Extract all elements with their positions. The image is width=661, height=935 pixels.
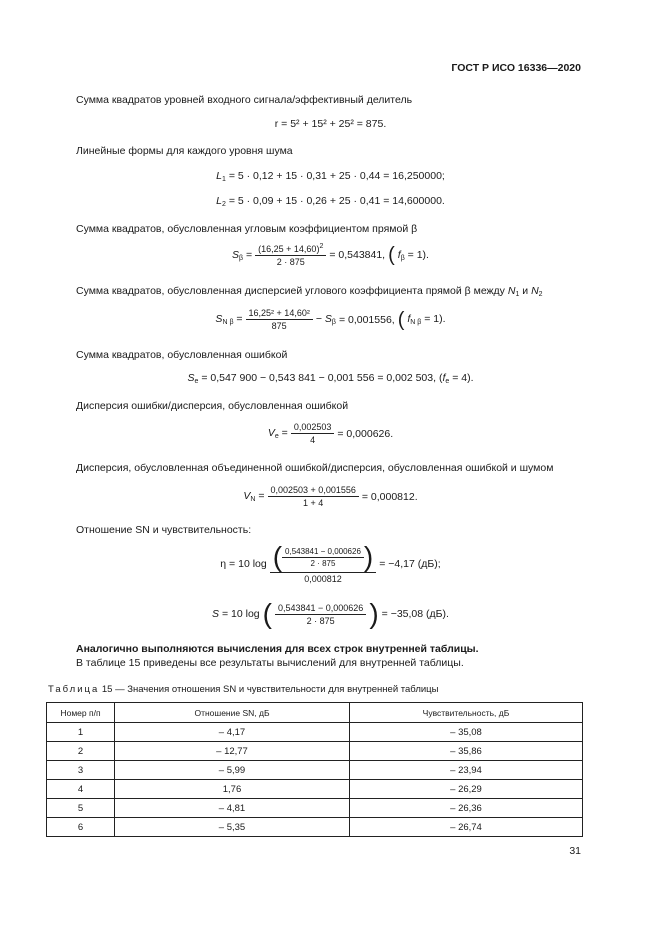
cell-sn: – 5,99 [115, 761, 350, 780]
section-title-ve: Дисперсия ошибки/дисперсия, обусловленная ошибкой [76, 400, 349, 412]
cell-sn: 1,76 [115, 780, 350, 799]
table-row [47, 799, 583, 818]
bold-statement: Аналогично выполняются вычисления для всех строк внутренней таблицы. [76, 643, 479, 655]
document-header: ГОСТ Р ИСО 16336—2020 [451, 62, 581, 74]
cell-number: 5 [47, 799, 115, 818]
table-row [47, 818, 583, 837]
table-row [47, 780, 583, 799]
results-table [46, 702, 583, 837]
fraction-ve: $\frac{0,002503}{4}$ [291, 422, 335, 445]
equation-r [0, 118, 661, 130]
section-title-sbeta: Сумма квадратов, обусловленная угловым коэффициентом прямой β [76, 223, 418, 235]
equation-l2: $L_2 = 5 \cdot 0,09 + 15 \cdot 0,26 + 25 \cdot 0,41 = 14,600000$. [216, 195, 445, 208]
equation-sbeta: $S_\beta$ = $\frac{(16,25 + 14,60)^2}{2 \cdot 875}$ = 0,543841, ( $f_\beta = 1$). [232, 243, 429, 267]
equation-l1-text: = 5 · 0,12 + 15 · 0,31 + 25 · 0,44 = 16,250000; [228, 170, 445, 182]
table-header-row [47, 703, 583, 723]
cell-sn: – 5,35 [115, 818, 350, 837]
cell-sensitivity: – 26,36 [350, 799, 583, 818]
equation-snbeta: $S_{N \beta}$ = $\frac{\text{16,25² + 14,60²}}{875}$ − $S_\beta$ = 0,001556, ( $f_{N \beta} = 1$). [215, 308, 446, 331]
cell-sensitivity: – 35,08 [350, 723, 583, 742]
cell-sn: – 12,77 [115, 742, 350, 761]
table-caption: Таблица 15 — Значения отношения SN и чувствительности для внутренней таблицы [48, 684, 439, 695]
equation-r-text: r = 5² + 15² + 25² = 875. [274, 118, 387, 130]
fraction-vn: $\frac{0,002503 + 0,001556}{1 + 4}$ [268, 485, 359, 508]
header-sn: Отношение SN, дБ [115, 703, 350, 723]
cell-number: 2 [47, 742, 115, 761]
cell-number: 1 [47, 723, 115, 742]
page-number: 31 [569, 845, 581, 857]
cell-sensitivity: – 26,74 [350, 818, 583, 837]
equation-s: S = 10 log ( $\frac{0,543841 - 0,000626}{2 \cdot 875}$ ) = −35,08 (дБ). [212, 598, 449, 629]
equation-l2-text: = 5 · 0,09 + 15 · 0,26 + 25 · 0,41 = 14,600000. [228, 195, 445, 207]
equation-l1: $L_1 = 5 \cdot 0,12 + 15 \cdot 0,31 + 25 \cdot 0,44 = 16,250000$; [216, 170, 445, 183]
cell-sn: – 4,17 [115, 723, 350, 742]
cell-sensitivity: – 23,94 [350, 761, 583, 780]
cell-number: 6 [47, 818, 115, 837]
cell-number: 4 [47, 780, 115, 799]
equation-eta: η = 10 log ( $\frac{0,543841 - 0,000626}{2 \cdot 875}$ ) 0,000812 = −4,17 (дБ); [220, 541, 441, 584]
fraction-s: $\frac{0,543841 - 0,000626}{2 \cdot 875}$ [275, 603, 366, 626]
header-number: Номер п/п [47, 703, 115, 723]
cell-sn: – 4,81 [115, 799, 350, 818]
equation-vn: $V_N$ = $\frac{0,002503 + 0,001556}{1 + 4}$ = 0,000812. [243, 485, 418, 508]
equation-ve: $V_e$ = $\frac{0,002503}{4}$ = 0,000626. [267, 422, 394, 445]
cell-number: 3 [47, 761, 115, 780]
equation-se: $S_e = 0,547$ 900 − 0,543 841 − 0,001 556 = 0,002 503, $(f_e = 4)$. [187, 372, 474, 385]
header-sensitivity: Чувствительность, дБ [350, 703, 583, 723]
section-title-r: Сумма квадратов уровней входного сигнала/эффективный делитель [76, 94, 413, 106]
table-row [47, 742, 583, 761]
fraction-sbeta: $\frac{(16,25 + 14,60)^2}{2 \cdot 875}$ [255, 243, 326, 267]
section-title-vn: Дисперсия, обусловленная объединенной ошибкой/дисперсия, обусловленная ошибкой и шумом [76, 462, 554, 474]
section-title-se: Сумма квадратов, обусловленная ошибкой [76, 349, 288, 361]
section-title-sn: Отношение SN и чувствительность: [76, 524, 252, 536]
table-row [47, 723, 583, 742]
section-title-linear: Линейные формы для каждого уровня шума [76, 145, 293, 157]
cell-sensitivity: – 35,86 [350, 742, 583, 761]
cell-sensitivity: – 26,29 [350, 780, 583, 799]
fraction-eta: ( $\frac{0,543841 - 0,000626}{2 \cdot 875}$ ) 0,000812 [270, 543, 377, 584]
section-title-snbeta: Сумма квадратов, обусловленная дисперсией углового коэффициента прямой β между $N_1$ и $N_2$ [76, 285, 543, 298]
fraction-snbeta: $\frac{\text{16,25² + 14,60²}}{875}$ [246, 308, 313, 331]
table-row [47, 761, 583, 780]
table-reference: В таблице 15 приведены все результаты вычислений для внутренней таблицы. [76, 657, 464, 669]
